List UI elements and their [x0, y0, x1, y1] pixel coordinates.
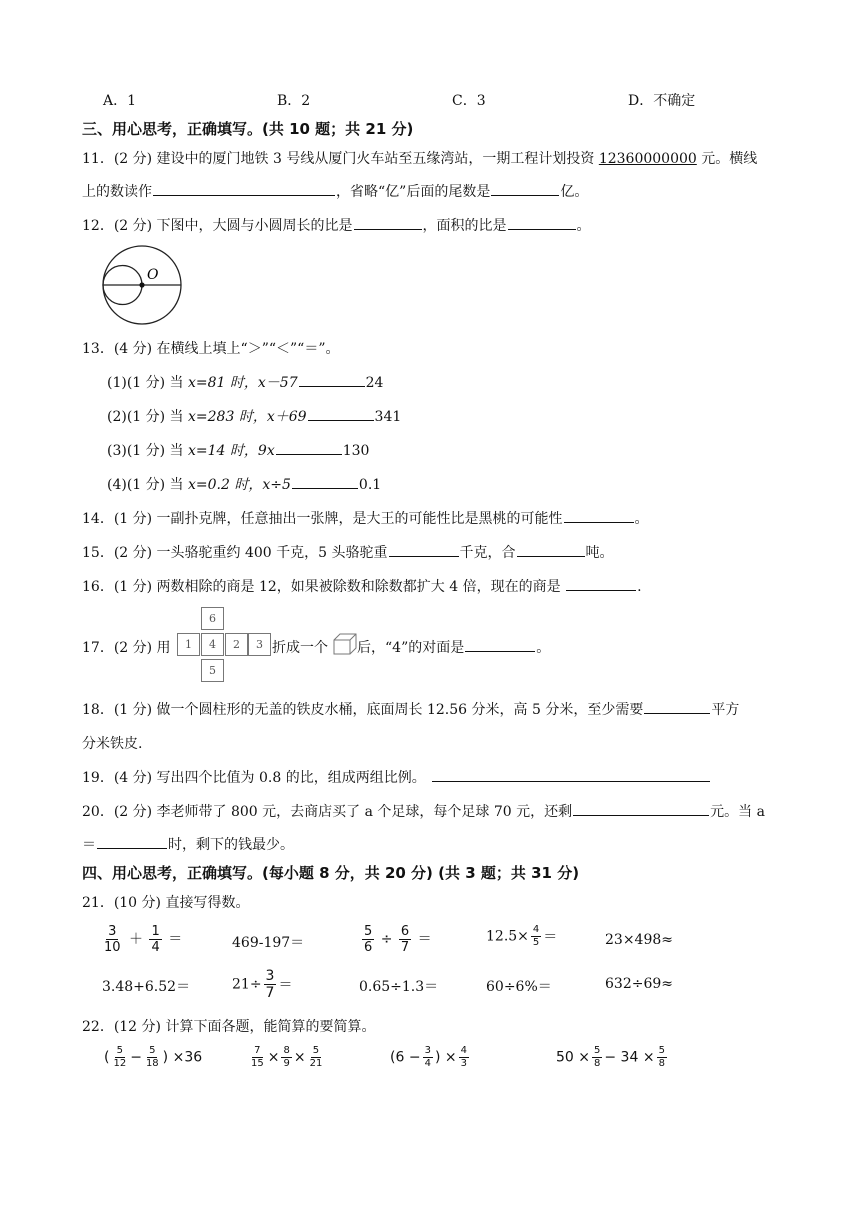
q13-item-1-blank[interactable]: [299, 372, 365, 387]
q16-text-a: 16．(1 分) 两数相除的商是 12，如果被除数和除数都扩大 4 倍，现在的商是: [82, 579, 566, 595]
option-c: C．3: [452, 93, 486, 109]
q21-calc-9: 60÷6%＝: [486, 979, 552, 995]
section-3-title: 三、用心思考，正确填写。(共 10 题；共 21 分): [82, 120, 414, 138]
question-16: [82, 576, 642, 596]
q13-item-3-post: 130: [342, 443, 370, 459]
q13-item-2-post: 341: [374, 409, 402, 425]
fraction: $\frac{5}{21}$: [309, 1045, 323, 1069]
q13-item-1-pre: (1)(1 分) 当: [107, 375, 189, 391]
q17-text-d: 。: [536, 640, 551, 656]
calc-text: 21÷: [232, 976, 262, 993]
equals-sign: ＝: [417, 931, 432, 948]
q11-blank-approx[interactable]: [491, 181, 559, 196]
option-d: D．不确定: [628, 93, 696, 109]
q20-text-c: ＝: [82, 837, 96, 853]
q12-blank-area-ratio[interactable]: [508, 215, 576, 230]
fraction: $\frac{6}{7}$: [400, 924, 410, 955]
q16-text-b: .: [637, 579, 642, 595]
q20-text-d: 时，剩下的钱最少。: [168, 837, 294, 853]
q22-expr-1: [104, 1046, 202, 1069]
q11-text-b: 元。横线: [696, 151, 758, 167]
option-a: A．1: [103, 93, 137, 109]
fraction: $\frac{1}{4}$: [151, 924, 160, 955]
center-point: [139, 282, 144, 287]
q13-item-2-pre: (2)(1 分) 当: [107, 409, 189, 425]
question-17-tail: [357, 637, 550, 657]
q14-text-a: 14．(1 分) 一副扑克牌，任意抽出一张牌，是大王的可能性比是黑桃的可能性: [82, 511, 563, 527]
question-18-line-2: 分米铁皮.: [82, 736, 143, 752]
q13-item-3-pre: (3)(1 分) 当: [107, 443, 189, 459]
q16-blank[interactable]: [566, 576, 636, 591]
equals-sign: ＝: [278, 977, 293, 994]
cube-icon: [333, 633, 357, 655]
q19-text-a: 19．(4 分) 写出四个比值为 0.8 的比，组成两组比例。: [82, 770, 426, 786]
q13-item-3-blank[interactable]: [276, 440, 342, 455]
q22-expr-4: [556, 1046, 669, 1069]
calc-text: ) ×: [434, 1049, 457, 1066]
question-13-stem: 13．(4 分) 在横线上填上“＞”“＜”“＝”。: [82, 341, 340, 357]
times-sign: ×: [293, 1049, 306, 1066]
q17-blank[interactable]: [465, 637, 535, 652]
q13-item-1: [107, 372, 383, 392]
q21-calc-7: [232, 969, 292, 1000]
q13-item-1-post: 24: [365, 375, 384, 391]
center-label: O: [147, 267, 159, 283]
paren: (: [104, 1049, 110, 1066]
divide-sign: ÷: [380, 931, 393, 948]
question-15: [82, 542, 614, 562]
net-face-4: 4: [201, 633, 224, 656]
q13-item-4-expr: x÷5: [262, 477, 291, 493]
fraction: $\frac{5}{18}$: [145, 1045, 159, 1069]
q13-item-4-cond: x=0.2 时，: [188, 477, 263, 493]
q13-item-1-expr: x－57: [257, 375, 298, 391]
question-11-line-2: [82, 181, 588, 201]
calc-text: ) ×36: [162, 1049, 203, 1066]
q17-text-c: 后，“4”的对面是: [357, 640, 465, 656]
q20-text-a: 20．(2 分) 李老师带了 800 元，去商店买了 a 个足球，每个足球 70 元，还剩: [82, 804, 573, 820]
question-21-stem: 21．(10 分) 直接写得数。: [82, 895, 250, 911]
q21-calc-5: 23×498≈: [605, 932, 673, 948]
net-face-6: 6: [201, 607, 224, 630]
q13-item-2: [107, 406, 401, 426]
q11-text-d: ，省略“亿”后面的尾数是: [336, 184, 491, 200]
fraction: $\frac{8}{9}$: [283, 1045, 290, 1069]
option-b: B．2: [277, 93, 311, 109]
q11-text-e: 亿。: [560, 184, 589, 200]
question-22-stem: 22．(12 分) 计算下面各题，能简算的要简算。: [82, 1019, 376, 1035]
q13-item-3-expr: 9x: [257, 443, 275, 459]
q12-text-c: 。: [576, 218, 591, 234]
fraction: $\frac{3}{7}$: [265, 968, 275, 1001]
calc-text: 12.5×: [486, 928, 529, 945]
section-4-title: 四、用心思考，正确填写。(每小题 8 分，共 20 分) (共 3 题；共 31 分): [82, 864, 580, 882]
q13-item-3-cond: x=14 时，: [188, 443, 258, 459]
q22-expr-3: [390, 1046, 471, 1069]
q19-blank[interactable]: [432, 767, 710, 782]
q14-blank[interactable]: [564, 508, 634, 523]
equals-sign: ＝: [543, 929, 558, 946]
q11-blank-reading[interactable]: [153, 181, 335, 196]
q21-calc-10: 632÷69≈: [605, 976, 673, 992]
q13-item-4-blank[interactable]: [292, 474, 358, 489]
q18-text-a: 18．(1 分) 做一个圆柱形的无盖的铁皮水桶，底面周长 12.56 分米，高 5 分米，至少需要: [82, 702, 644, 718]
cube-net-figure: [176, 607, 272, 685]
q20-blank-remaining[interactable]: [573, 801, 709, 816]
calc-text: 50 ×: [556, 1049, 590, 1066]
question-20-line-1: [82, 801, 765, 821]
q21-calc-1: [100, 925, 182, 954]
q15-blank-kg[interactable]: [389, 542, 459, 557]
q20-text-b: 元。当 a: [710, 804, 765, 820]
fraction: $\frac{3}{10}$: [104, 924, 121, 955]
q18-text-b: 平方: [711, 702, 740, 718]
q12-blank-perimeter-ratio[interactable]: [354, 215, 422, 230]
q11-text-c: 上的数读作: [82, 184, 152, 200]
q21-calc-2: 469-197＝: [232, 935, 305, 951]
fraction: $\frac{4}{3}$: [460, 1045, 467, 1069]
fraction: $\frac{3}{4}$: [424, 1045, 431, 1069]
q12-text-b: ，面积的比是: [422, 218, 507, 234]
q21-calc-6: 3.48+6.52＝: [102, 979, 191, 995]
fraction: $\frac{5}{12}$: [113, 1045, 127, 1069]
q11-amount: 12360000000: [598, 151, 697, 167]
fraction: $\frac{5}{8}$: [594, 1045, 601, 1069]
calc-text: − 34 ×: [604, 1049, 655, 1066]
q15-text-a: 15．(2 分) 一头骆驼重约 400 千克，5 头骆驼重: [82, 545, 388, 561]
circles-figure: [98, 243, 188, 327]
fraction: $\frac{5}{6}$: [364, 924, 373, 955]
q13-item-2-cond: x=283 时，: [188, 409, 267, 425]
q15-text-c: 吨。: [585, 545, 614, 561]
times-sign: ×: [267, 1049, 280, 1066]
q21-calc-8: 0.65÷1.3＝: [359, 979, 439, 995]
q21-calc-4: [486, 925, 557, 948]
q15-text-b: 千克，合: [459, 545, 516, 561]
net-face-2: 2: [225, 633, 248, 656]
calc-text: (6 −: [390, 1049, 421, 1066]
q17-text-a: 17．(2 分) 用: [82, 640, 171, 656]
q18-blank[interactable]: [644, 699, 710, 714]
net-face-1: 1: [177, 633, 200, 656]
q20-blank-a[interactable]: [97, 834, 167, 849]
q21-calc-3: [360, 925, 432, 954]
q13-item-4-pre: (4)(1 分) 当: [107, 477, 189, 493]
q12-text-a: 12．(2 分) 下图中，大圆与小圆周长的比是: [82, 218, 353, 234]
question-11-line-1: [82, 148, 757, 168]
q17-text-b: 折成一个: [272, 640, 328, 656]
question-14: [82, 508, 649, 528]
question-20-line-2: [82, 834, 294, 854]
question-18-line-1: [82, 699, 739, 719]
fraction: $\frac{4}{5}$: [532, 924, 540, 948]
q13-item-2-blank[interactable]: [308, 406, 374, 421]
equals-sign: ＝: [168, 931, 183, 948]
q13-item-4-post: 0.1: [358, 477, 382, 493]
q13-item-1-cond: x=81 时，: [188, 375, 258, 391]
q13-item-3: [107, 440, 369, 460]
net-face-5: 5: [201, 659, 224, 682]
question-19: [82, 767, 711, 787]
q14-text-b: 。: [634, 511, 649, 527]
plus-sign: ＋: [129, 931, 143, 948]
q11-text-a: 11．(2 分) 建设中的厦门地铁 3 号线从厦门火车站至五缘湾站，一期工程计划投资: [82, 151, 599, 167]
q22-expr-2: [247, 1046, 326, 1069]
fraction: $\frac{7}{15}$: [251, 1045, 264, 1069]
q13-item-2-expr: x＋69: [266, 409, 307, 425]
net-face-3: 3: [248, 633, 271, 656]
q15-blank-ton[interactable]: [517, 542, 585, 557]
q13-item-4: [107, 474, 381, 494]
minus-sign: −: [130, 1049, 142, 1066]
fraction: $\frac{5}{8}$: [658, 1045, 665, 1069]
question-12: [82, 215, 591, 235]
